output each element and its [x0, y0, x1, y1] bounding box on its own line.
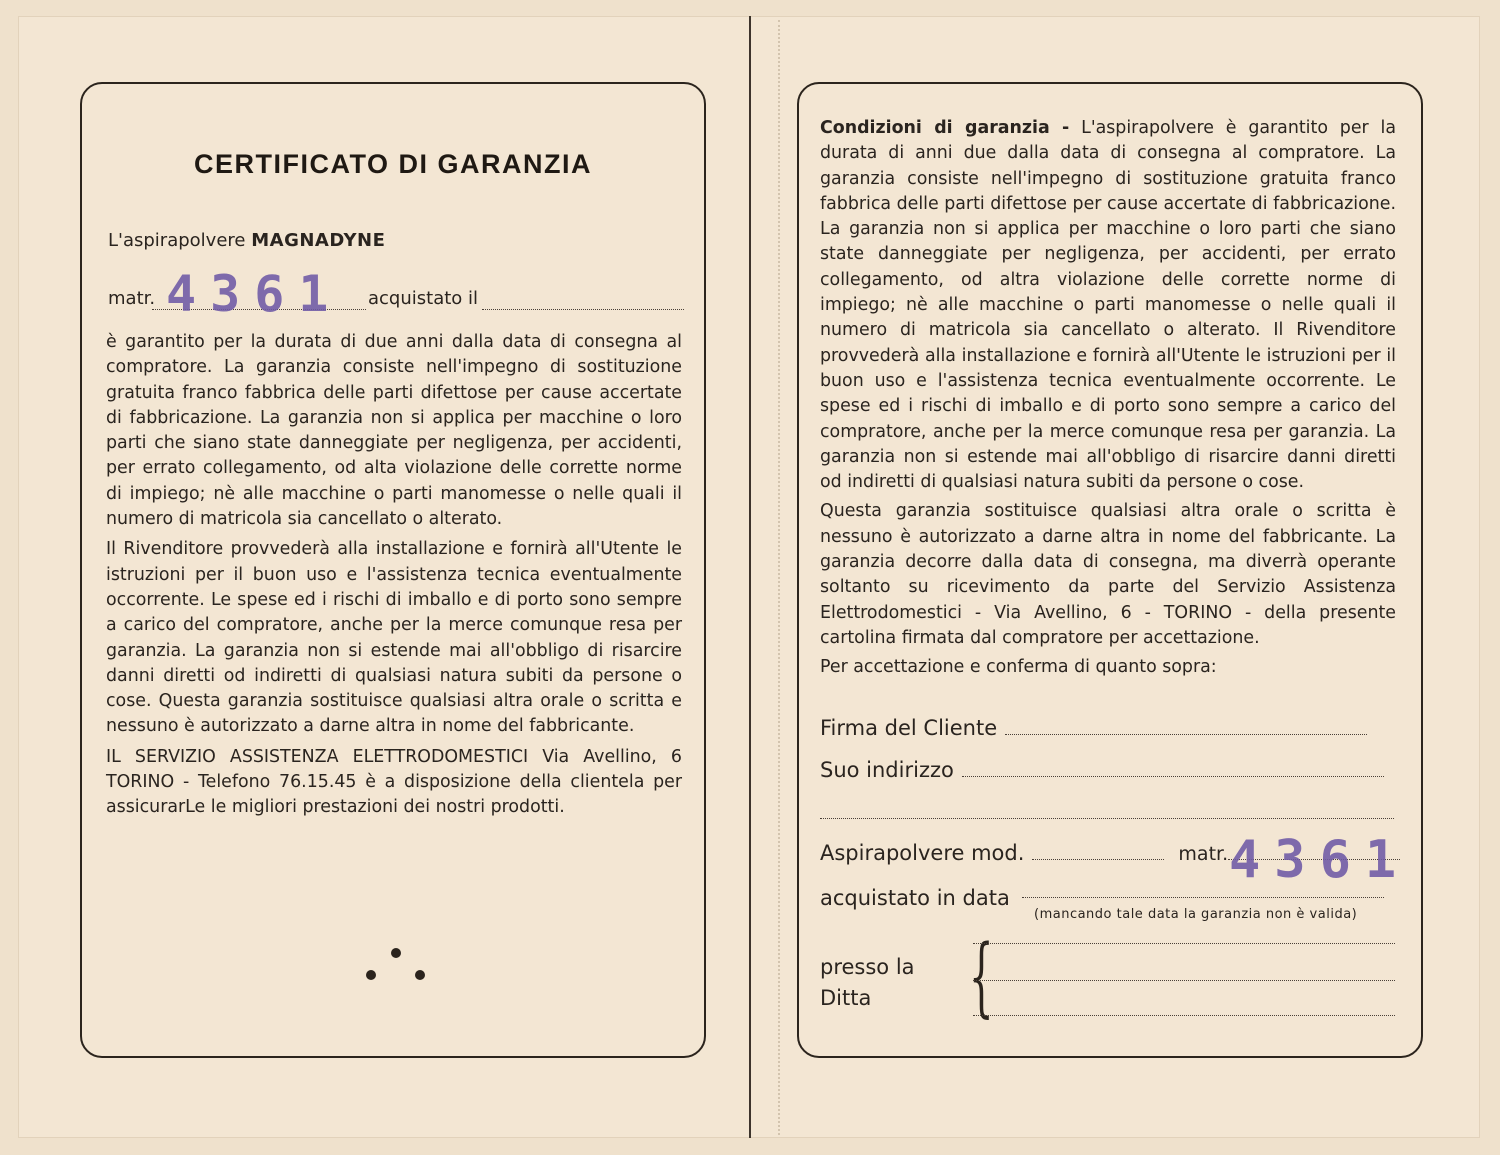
certificate-paragraph: è garantito per la durata di due anni dalla data di consegna al compratore. La garanzia consiste nell'impegno di sostituzione gratuita franco fabbrica delle parti difettose per cause accertate di fabbricazione. La garanzia non si applica per macchine o loro parti che siano state danneggiate per negligenza, per accidenti, per errato collegamento, od alta violazione delle corrette norme di impiego; nè alle macchine o parti manomesse o nelle quali il numero di matricola sia cancellato o alterato. [106, 332, 682, 530]
model-label: Aspirapolvere mod. [820, 841, 1025, 865]
dealer-label-line-2: Ditta [820, 986, 872, 1010]
serial-label-2: matr. [1178, 843, 1229, 865]
dealer-line-3[interactable] [973, 1014, 1395, 1016]
dealer-line-1[interactable] [973, 942, 1395, 944]
rivet-holes [365, 948, 435, 988]
product-name: MAGNADYNE [251, 230, 386, 251]
purchase-label: acquistato il [368, 288, 479, 309]
signature-label: Firma del Cliente [820, 716, 998, 740]
acceptance-line: Per accettazione e conferma di quanto sopra: [820, 657, 1217, 678]
address-field [820, 758, 1384, 782]
purchase-date-label: acquistato in data [820, 886, 1010, 910]
rivet-hole [415, 970, 425, 980]
curly-brace-icon: { [969, 927, 994, 1027]
dealer-label [820, 952, 915, 1014]
serial-stamp: 4361 [166, 265, 343, 323]
rivet-hole [366, 970, 376, 980]
date-note: (mancando tale data la garanzia non è valida) [1034, 907, 1358, 922]
address-line[interactable] [962, 775, 1384, 777]
address-line-2[interactable] [820, 817, 1394, 819]
conditions-body: L'aspirapolvere è garantito per la durata di anni due dalla data di consegna al compratore. La garanzia consiste nell'impegno di sostituzione gratuita franco fabbrica delle parti difettose per cause accertate di fabbricazione. La garanzia non si applica per macchine o loro parti che siano state danneggiate per negligenza, per accidenti, per errato collegamento, od altra violazione delle corrette norme di impiego; nè alle macchine o parti manomesse o nelle quali il numero di matricola sia cancellato o alterato. Il Rivenditore provvederà alla installazione e fornirà all'Utente le istruzioni per il buon uso e l'assistenza tecnica eventualmente occorrente. Le spese ed i rischi di imballo e di porto sono sempre a carico del compratore, anche per la merce comunque resa per garanzia. La garanzia non si estende mai all'obbligo di risarcire danni diretti od indiretti di qualsiasi natura subiti da persone o cose. [820, 118, 1397, 493]
rivet-hole [391, 948, 401, 958]
model-line[interactable] [1032, 858, 1164, 860]
conditions-paragraph-2: Questa garanzia sostituisce qualsiasi altra orale o scritta è nessuno è autorizzato a darne altra in nome del fabbricante. La garanzia decorre dalla data di consegna, ma diverrà operante soltanto su ricevimento da parte del Servizio Assistenza Elettrodomestici - Via Avellino, 6 - TORINO - della presente cartolina firmata dal compratore per accettazione. [820, 501, 1396, 648]
serial-line [108, 265, 688, 324]
purchase-date-line-2[interactable] [1022, 896, 1384, 898]
certificate-paragraph: Il Rivenditore provvederà alla installazione e fornirà all'Utente le istruzioni per il buon uso e l'assistenza tecnica eventualmente occorrente. Le spese ed i rischi di imballo e di porto sono sempre a carico del compratore, anche per la merce comunque resa per garanzia. La garanzia non si estende mai all'obbligo di risarcire danni diretti od indiretti di qualsiasi natura subiti da persone o cose. Questa garanzia sostituisce qualsiasi altra orale o scritta e nessuno è autorizzato a darne altra in nome del fabbricante. [106, 539, 682, 737]
signature-field [820, 716, 1367, 740]
dealer-label-line-1: presso la [820, 955, 915, 979]
conditions-text [820, 116, 1396, 685]
address-label: Suo indirizzo [820, 758, 954, 782]
conditions-heading: Condizioni di garanzia - [820, 118, 1070, 138]
certificate-panel [80, 82, 706, 1058]
serial-stamp-2: 4361 [1229, 830, 1411, 890]
product-line [108, 230, 385, 251]
perforation-line [778, 20, 780, 1135]
dealer-line-2[interactable] [973, 979, 1395, 981]
purchase-date-line [482, 284, 684, 310]
signature-line[interactable] [1005, 733, 1367, 735]
service-paragraph: IL SERVIZIO ASSISTENZA ELETTRODOMESTICI Via Avellino, 6 TORINO - Telefono 76.15.45 è a disposizione della clientela per assicurarLe le migliori prestazioni dei nostri prodotti. [106, 746, 682, 818]
conditions-panel [797, 82, 1423, 1058]
center-fold-line [749, 16, 751, 1138]
certificate-title: CERTIFICATO DI GARANZIA [194, 149, 592, 179]
serial-label: matr. [108, 288, 156, 309]
certificate-text [106, 330, 682, 826]
product-prefix: L'aspirapolvere [108, 230, 246, 251]
conditions-paragraph [820, 116, 1396, 495]
